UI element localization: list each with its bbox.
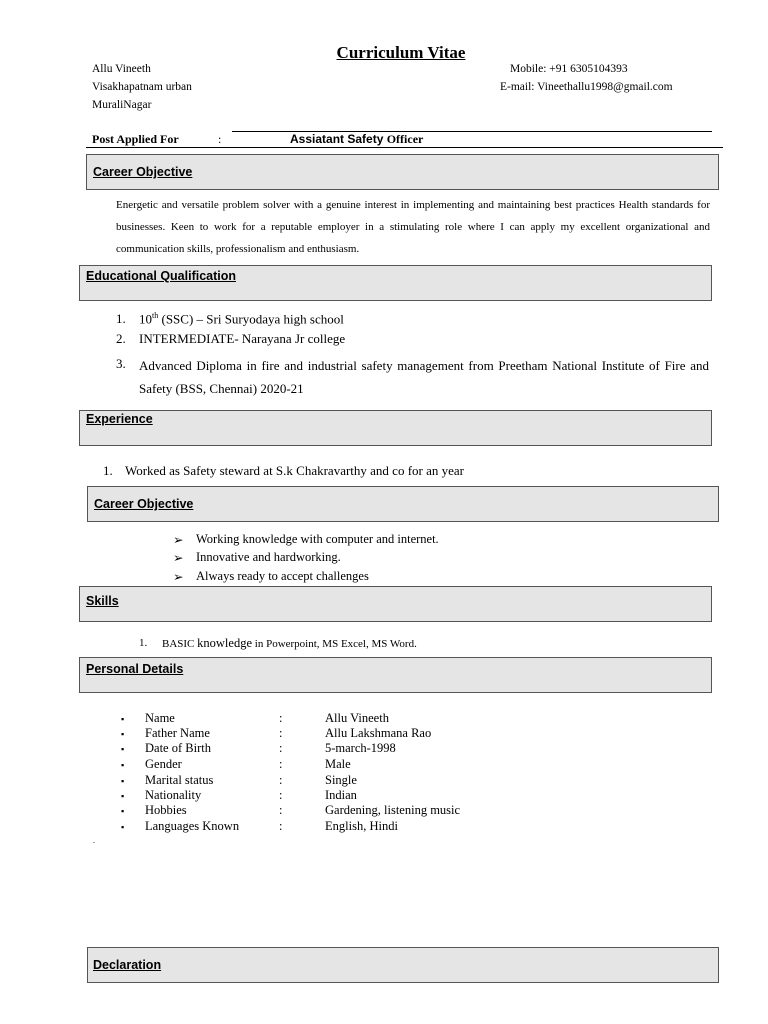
- education-item-sup: th: [152, 311, 159, 320]
- square-bullet-icon: ▪: [121, 822, 125, 832]
- section-title: Declaration: [93, 958, 162, 972]
- list-item-number: 1.: [103, 463, 113, 478]
- objective-point: Always ready to accept challenges: [196, 569, 369, 583]
- contact-email: E-mail: Vineethallu1998@gmail.com: [500, 81, 673, 93]
- personal-colon: :: [279, 773, 283, 787]
- skill-item-post: in Powerpoint, MS Excel, MS Word.: [252, 638, 417, 650]
- square-bullet-icon: ▪: [121, 744, 125, 754]
- section-career-objective: [86, 154, 719, 190]
- skill-item: [162, 636, 417, 651]
- education-item-pre: 10: [139, 311, 152, 327]
- square-bullet-icon: ▪: [121, 760, 125, 770]
- post-applied-value-main: Assiatant Safety: [290, 132, 384, 146]
- section-title: Educational Qualification: [86, 269, 237, 283]
- personal-value: Gardening, listening music: [325, 803, 461, 817]
- contact-mobile: Mobile: +91 6305104393: [510, 63, 628, 75]
- skill-item-mid: knowledge: [197, 636, 253, 650]
- personal-label: Languages Known: [145, 819, 240, 833]
- personal-label: Gender: [145, 757, 182, 771]
- personal-value: Indian: [325, 788, 357, 802]
- square-bullet-icon: ▪: [121, 791, 125, 801]
- personal-value: Single: [325, 773, 357, 787]
- section-title: Career Objective: [94, 497, 194, 511]
- personal-colon: :: [279, 741, 283, 755]
- objective-point: Innovative and hardworking.: [196, 550, 341, 564]
- section-title: Experience: [86, 412, 153, 426]
- personal-colon: :: [279, 819, 283, 833]
- section-title: Personal Details: [86, 662, 184, 676]
- post-rule: [86, 147, 723, 148]
- arrow-bullet-icon: ➢: [173, 570, 184, 584]
- personal-colon: :: [279, 757, 283, 771]
- contact-address-line1: Visakhapatnam urban: [92, 81, 192, 93]
- experience-item: Worked as Safety steward at S.k Chakravarthy and co for an year: [125, 463, 464, 478]
- section-education: [79, 265, 712, 301]
- personal-colon: :: [279, 726, 283, 740]
- personal-colon: :: [279, 803, 283, 817]
- stray-dot: .: [93, 836, 95, 845]
- list-item-number: 2.: [116, 331, 126, 346]
- post-applied-colon: :: [218, 132, 222, 146]
- section-personal-details: [79, 657, 712, 693]
- section-title: Skills: [86, 594, 119, 608]
- list-item-number: 1.: [139, 637, 148, 649]
- education-item: INTERMEDIATE- Narayana Jr college: [139, 331, 346, 346]
- personal-value: Male: [325, 757, 351, 771]
- contact-name: Allu Vineeth: [92, 63, 151, 75]
- education-item: Advanced Diploma in fire and industrial safety management from Preetham National Institute of Fire and Safety (BSS, Chennai) 2020-21: [139, 358, 709, 396]
- personal-colon: :: [279, 788, 283, 802]
- square-bullet-icon: ▪: [121, 806, 125, 816]
- section-title: Career Objective: [93, 165, 193, 179]
- post-applied-label: Post Applied For: [92, 132, 179, 146]
- post-applied-value-rest: Officer: [386, 132, 424, 146]
- page-title: Curriculum Vitae: [336, 43, 466, 62]
- post-applied-value: [290, 132, 423, 147]
- section-experience: [79, 410, 712, 446]
- education-item: [139, 311, 344, 327]
- personal-label: Nationality: [145, 788, 202, 802]
- career-objective-text: Energetic and versatile problem solver with a genuine interest in implementing and maintaining best practices Health standards for businesses. Keen to work for a reputable employer in a stimulating role where I can apply my excellent organizational and communication skills, professionalism and enthusiasm.: [116, 199, 710, 255]
- personal-label: Date of Birth: [145, 741, 211, 755]
- section-declaration: [87, 947, 719, 983]
- square-bullet-icon: ▪: [121, 729, 125, 739]
- list-item-number: 3.: [116, 356, 126, 371]
- personal-value: English, Hindi: [325, 819, 398, 833]
- personal-label: Father Name: [145, 726, 210, 740]
- personal-value: 5-march-1998: [325, 741, 396, 755]
- list-item-number: 1.: [116, 311, 126, 326]
- personal-colon: :: [279, 711, 283, 725]
- skill-item-pre: BASIC: [162, 638, 198, 650]
- personal-label: Marital status: [145, 773, 214, 787]
- personal-value: Allu Vineeth: [325, 711, 389, 725]
- section-skills: [79, 586, 712, 622]
- objective-point: Working knowledge with computer and internet.: [196, 532, 439, 546]
- square-bullet-icon: ▪: [121, 776, 125, 786]
- contact-address-line2: MuraliNagar: [92, 99, 152, 111]
- arrow-bullet-icon: ➢: [173, 551, 184, 565]
- section-career-objective-2: [87, 486, 719, 522]
- personal-value: Allu Lakshmana Rao: [325, 726, 432, 740]
- personal-label: Hobbies: [145, 803, 187, 817]
- education-item-post: (SSC) – Sri Suryodaya high school: [158, 311, 344, 327]
- personal-label: Name: [145, 711, 175, 725]
- square-bullet-icon: ▪: [121, 714, 125, 724]
- arrow-bullet-icon: ➢: [173, 533, 184, 547]
